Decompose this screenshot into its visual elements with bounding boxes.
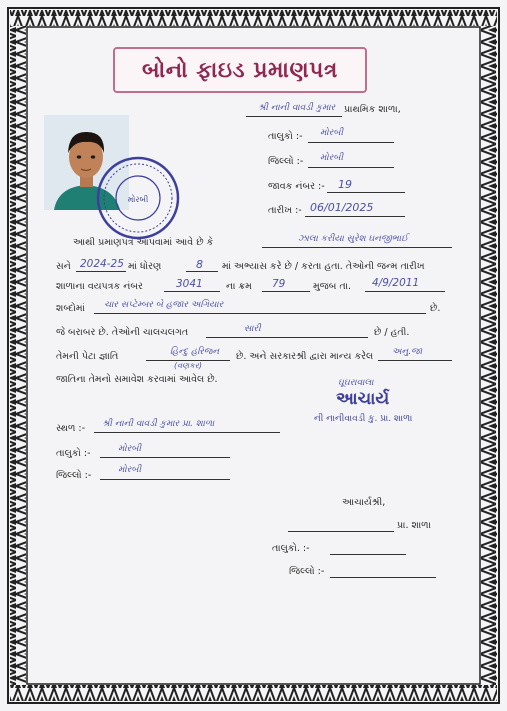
standard-line	[186, 271, 218, 272]
footer2-taluka-label: તાલુકો. :-	[272, 543, 310, 554]
academic-year-line	[76, 271, 126, 272]
outward-no-line	[327, 192, 405, 193]
outward-no-label: જાવક નંબર :-	[268, 181, 325, 192]
serial-number: 79	[272, 278, 286, 290]
birth-date-words-line	[94, 313, 426, 314]
body-line2-c: માં અભ્યાસ કરે છે / કરતા હતા. તેઓની જન્મ તારીખ	[222, 261, 425, 272]
footer-district-line	[100, 479, 230, 480]
footer-district-value: મોરબી	[118, 465, 142, 475]
conduct-line	[206, 337, 368, 338]
school-blank-label: પ્રા. શાળા	[397, 520, 431, 531]
body-line2-b: માં ધોરણ	[128, 261, 162, 272]
body-line3-b: ના ક્રમ	[226, 281, 252, 292]
principal-signature: ઘૂઘરાવાલા	[338, 378, 374, 388]
body-line5-a: જે બરાબર છે. તેઓની ચાલચલગત	[56, 327, 189, 338]
body-line3-c: મુજબ તા.	[313, 281, 351, 292]
stamp-center-text: મોરબી	[127, 195, 149, 204]
seal-title: આચાર્ય	[336, 389, 390, 409]
body-line3-a: શાળાના વયપત્રક નંબર	[56, 281, 143, 292]
date-value: 06/01/2025	[310, 201, 374, 214]
place-label: સ્થળ :-	[56, 423, 86, 434]
outward-no-value: 19	[338, 178, 352, 191]
header-district-label: જિલ્લો :-	[268, 156, 304, 167]
footer2-taluka-line	[330, 554, 406, 555]
place-value: શ્રી નાની વાવડી કુમાર પ્રા. શાળા	[102, 419, 215, 429]
school-suffix: પ્રાથમિક શાળા,	[344, 104, 401, 115]
body-line4-end: છે.	[430, 303, 441, 314]
principal-label: આચાર્યશ્રી,	[342, 497, 386, 508]
category-line	[378, 360, 452, 361]
student-name: ઝાલા કરીયા સુરેશ ઘનજીભાઈ	[298, 234, 409, 244]
school-name-handwritten: શ્રી નાની વાવડી કુમાર	[258, 103, 336, 113]
body-line5-b: છે / હતી.	[374, 327, 410, 338]
header-district-value: મોરબી	[320, 153, 344, 163]
certificate-title: બોનો ફાઇડ પ્રમાણપત્ર	[142, 57, 338, 83]
body-line6-b: છે. અને સરકારશ્રી દ્વારા માન્ય કરેલ	[236, 351, 374, 362]
school-round-stamp	[95, 155, 181, 241]
category-value: અનુ.જા	[392, 347, 423, 357]
conduct-value: સારી	[244, 324, 261, 334]
subcaste-note: (વણકર)	[174, 361, 202, 370]
seal-school: ની નાનીવાવડી કુ. પ્રા. શાળા	[314, 414, 413, 424]
header-taluka-label: તાલુકો :-	[268, 131, 303, 142]
header-taluka-value: મોરબી	[320, 128, 344, 138]
school-name-underline	[246, 116, 342, 117]
standard-value: 8	[196, 258, 203, 271]
body-line6-a: તેમની પેટા જ્ઞાતિ	[56, 351, 119, 362]
register-number-line	[164, 291, 220, 292]
birth-date: 4/9/2011	[372, 277, 420, 289]
serial-number-line	[262, 291, 310, 292]
body-line4-a: શબ્દોમાં	[56, 303, 85, 314]
footer-taluka-value: મોરબી	[118, 444, 142, 454]
register-number: 3041	[176, 278, 203, 290]
date-label: તારીખ :-	[268, 205, 302, 216]
footer-taluka-line	[100, 457, 230, 458]
academic-year: 2024-25	[80, 258, 124, 270]
school-blank-line	[288, 531, 394, 532]
header-district-line	[308, 167, 394, 168]
subcaste-value: હિન્દુ હરિજન	[170, 347, 220, 357]
birth-date-line	[365, 291, 445, 292]
footer2-district-line	[330, 577, 436, 578]
header-taluka-line	[308, 142, 394, 143]
student-name-line	[262, 247, 452, 248]
body-line1-prefix: આથી પ્રમાણપત્ર આપવામાં આવે છે કે	[73, 237, 214, 248]
footer2-district-label: જિલ્લો :-	[289, 566, 325, 577]
footer-district-label: જિલ્લો :-	[56, 470, 92, 481]
place-line	[94, 432, 280, 433]
body-line2-a: સને	[56, 261, 71, 272]
body-line7: જાતિના તેમનો સમાવેશ કરવામાં આવેલ છે.	[56, 374, 218, 385]
certificate-title-box	[113, 47, 367, 93]
birth-date-words: ચાર સપ્ટેમ્બર બે હજાર અગિયાર	[104, 300, 224, 310]
date-line	[305, 216, 405, 217]
footer-taluka-label: તાલુકો :-	[56, 448, 91, 459]
